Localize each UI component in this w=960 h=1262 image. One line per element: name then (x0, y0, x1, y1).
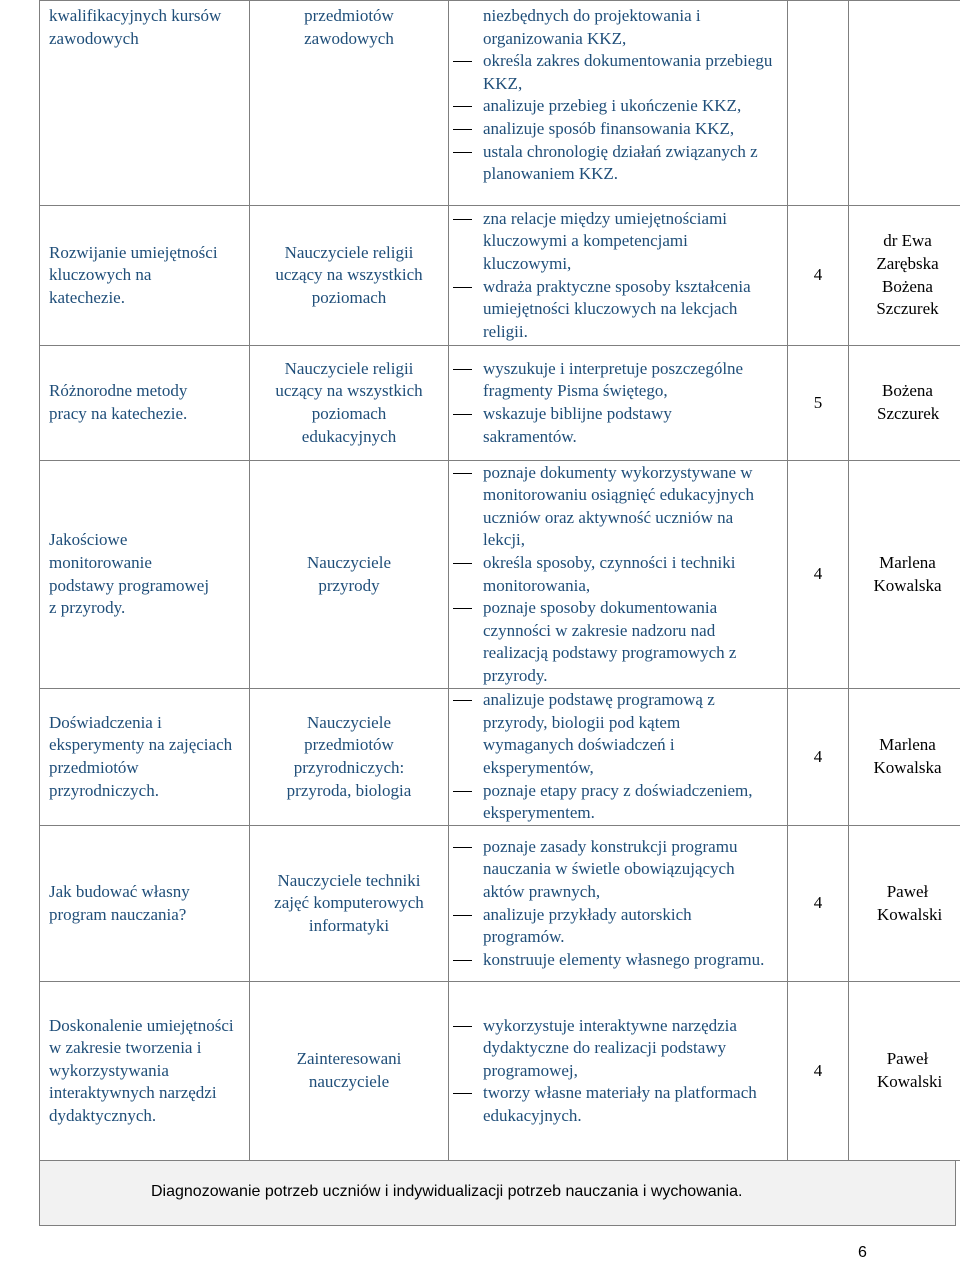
dash-bullet-icon (453, 287, 472, 288)
topic-cell (40, 982, 250, 1161)
topic-text: Doskonalenie umiejętności w zakresie tworzenia i wykorzystywania interaktywnych narzędzi dydaktycznych. (49, 1015, 234, 1125)
dash-bullet-icon (453, 61, 472, 62)
table-row (40, 346, 960, 461)
audience-cell (250, 206, 449, 346)
audience-cell (250, 346, 449, 461)
outcomes-cell (449, 461, 788, 689)
lecturer-cell: dr Ewa Zarębska Bożena Szczurek (849, 206, 960, 346)
outcomes-cell (449, 826, 788, 982)
hours-cell (788, 1, 849, 206)
hours-cell: 4 (788, 689, 849, 826)
outcomes-list (449, 1015, 787, 1128)
list-item: poznaje etapy pracy z doświadczeniem, eksperymentem. (483, 780, 757, 825)
dash-bullet-icon (453, 563, 472, 564)
list-item: analizuje przebieg i ukończenie KKZ, (483, 95, 787, 118)
lecturer-cell: Paweł Kowalski (849, 826, 960, 982)
list-item: ustala chronologię działań związanych z planowaniem KKZ. (483, 141, 787, 186)
hours-cell: 4 (788, 206, 849, 346)
dash-bullet-icon (453, 414, 472, 415)
outcomes-list (449, 462, 787, 688)
audience-text: Nauczyciele techniki zajęć komputerowych informatyki (274, 870, 424, 935)
lecturer-cell (849, 1, 960, 206)
outcomes-cell (449, 206, 788, 346)
table-row (40, 461, 960, 689)
outcomes-list (449, 208, 787, 344)
topic-text: Jakościowe monitorowanie podstawy programowej z przyrody. (49, 530, 210, 618)
list-item: poznaje sposoby dokumentowania czynności w zakresie nadzoru nad realizacją podstawy programowych z przyrody. (483, 597, 767, 687)
list-item: konstruuje elementy własnego programu. (483, 949, 775, 972)
outcome-continuation: niezbędnych do projektowania i organizowania KKZ, (483, 6, 701, 48)
list-item: poznaje dokumenty wykorzystywane w monitorowaniu osiągnięć edukacyjnych uczniów oraz aktywność uczniów na lekcji, (483, 462, 767, 552)
audience-text: przedmiotów zawodowych (304, 6, 394, 48)
lecturer-cell: Bożena Szczurek (849, 346, 960, 461)
dash-bullet-icon (453, 1026, 472, 1027)
list-item: poznaje zasady konstrukcji programu nauczania w świetle obowiązujących aktów prawnych, (483, 836, 775, 904)
topic-cell (40, 1, 250, 206)
audience-cell (250, 1, 449, 206)
audience-text: Zainteresowani nauczyciele (296, 1049, 402, 1091)
dash-bullet-icon (453, 1093, 472, 1094)
lecturer-cell: Paweł Kowalski (849, 982, 960, 1161)
dash-bullet-icon (453, 791, 472, 792)
list-item: analizuje podstawę programową z przyrody, biologii pod kątem wymaganych doświadczeń i eksperymentów, (483, 689, 757, 779)
topic-text: Doświadczenia i eksperymenty na zajęciach przedmiotów przyrodniczych. (49, 712, 233, 800)
dash-bullet-icon (453, 960, 472, 961)
audience-text: Nauczyciele religii uczący na wszystkich poziomach edukacyjnych (275, 358, 423, 446)
list-item: analizuje przykłady autorskich programów. (483, 904, 775, 949)
table-row (40, 206, 960, 346)
outcomes-list (449, 358, 787, 448)
hours-cell: 5 (788, 346, 849, 461)
list-item: określa zakres dokumentowania przebiegu KKZ, (483, 50, 787, 95)
audience-cell (250, 689, 449, 826)
training-table (39, 0, 960, 1161)
list-item: wdraża praktyczne sposoby kształcenia umiejętności kluczowych na lekcjach religii. (483, 276, 775, 344)
dash-bullet-icon (453, 129, 472, 130)
audience-cell (250, 982, 449, 1161)
list-item: wskazuje biblijne podstawy sakramentów. (483, 403, 747, 448)
topic-cell (40, 206, 250, 346)
audience-text: Nauczyciele przyrody (307, 552, 391, 595)
list-item: tworzy własne materiały na platformach edukacyjnych. (483, 1082, 777, 1127)
topic-text: Jak budować własny program nauczania? (49, 881, 190, 924)
topic-cell (40, 461, 250, 689)
outcomes-cell (449, 982, 788, 1161)
dash-bullet-icon (453, 369, 472, 370)
topic-text: kwalifikacyjnych kursów zawodowych (49, 6, 222, 48)
hours-cell: 4 (788, 461, 849, 689)
list-item: analizuje sposób finansowania KKZ, (483, 118, 787, 141)
dash-bullet-icon (453, 700, 472, 701)
page-number: 6 (858, 1244, 867, 1261)
dash-bullet-icon (453, 473, 472, 474)
list-item: określa sposoby, czynności i techniki monitorowania, (483, 552, 767, 597)
dash-bullet-icon (453, 106, 472, 107)
hours-cell: 4 (788, 826, 849, 982)
table-row (40, 982, 960, 1161)
audience-text: Nauczyciele religii uczący na wszystkich poziomach (275, 242, 423, 307)
dash-bullet-icon (453, 608, 472, 609)
topic-text: Rozwijanie umiejętności kluczowych na katechezie. (49, 242, 218, 307)
footer-text: Diagnozowanie potrzeb uczniów i indywidualizacji potrzeb nauczania i wychowania. (151, 1183, 743, 1200)
table-row (40, 826, 960, 982)
audience-cell (250, 826, 449, 982)
dash-bullet-icon (453, 847, 472, 848)
list-item: wykorzystuje interaktywne narzędzia dydaktyczne do realizacji podstawy programowej, (483, 1015, 777, 1083)
outcomes-cell (449, 689, 788, 826)
outcomes-list (449, 50, 787, 186)
topic-cell (40, 826, 250, 982)
dash-bullet-icon (453, 152, 472, 153)
audience-cell (250, 461, 449, 689)
section-footer (39, 1160, 956, 1226)
outcomes-list (449, 689, 787, 825)
topic-text: Różnorodne metody pracy na katechezie. (49, 381, 188, 423)
dash-bullet-icon (453, 219, 472, 220)
list-item: wyszukuje i interpretuje poszczególne fragmenty Pisma świętego, (483, 358, 747, 403)
audience-text: Nauczyciele przedmiotów przyrodniczych: przyroda, biologia (286, 712, 412, 800)
table-row (40, 689, 960, 826)
outcomes-cell (449, 1, 788, 206)
topic-cell (40, 689, 250, 826)
topic-cell (40, 346, 250, 461)
lecturer-cell: Marlena Kowalska (849, 689, 960, 826)
table-row (40, 1, 960, 206)
outcomes-list (449, 836, 787, 972)
list-item: zna relacje między umiejętnościami kluczowymi a kompetencjami kluczowymi, (483, 208, 775, 276)
outcomes-cell (449, 346, 788, 461)
lecturer-cell: Marlena Kowalska (849, 461, 960, 689)
dash-bullet-icon (453, 915, 472, 916)
hours-cell: 4 (788, 982, 849, 1161)
